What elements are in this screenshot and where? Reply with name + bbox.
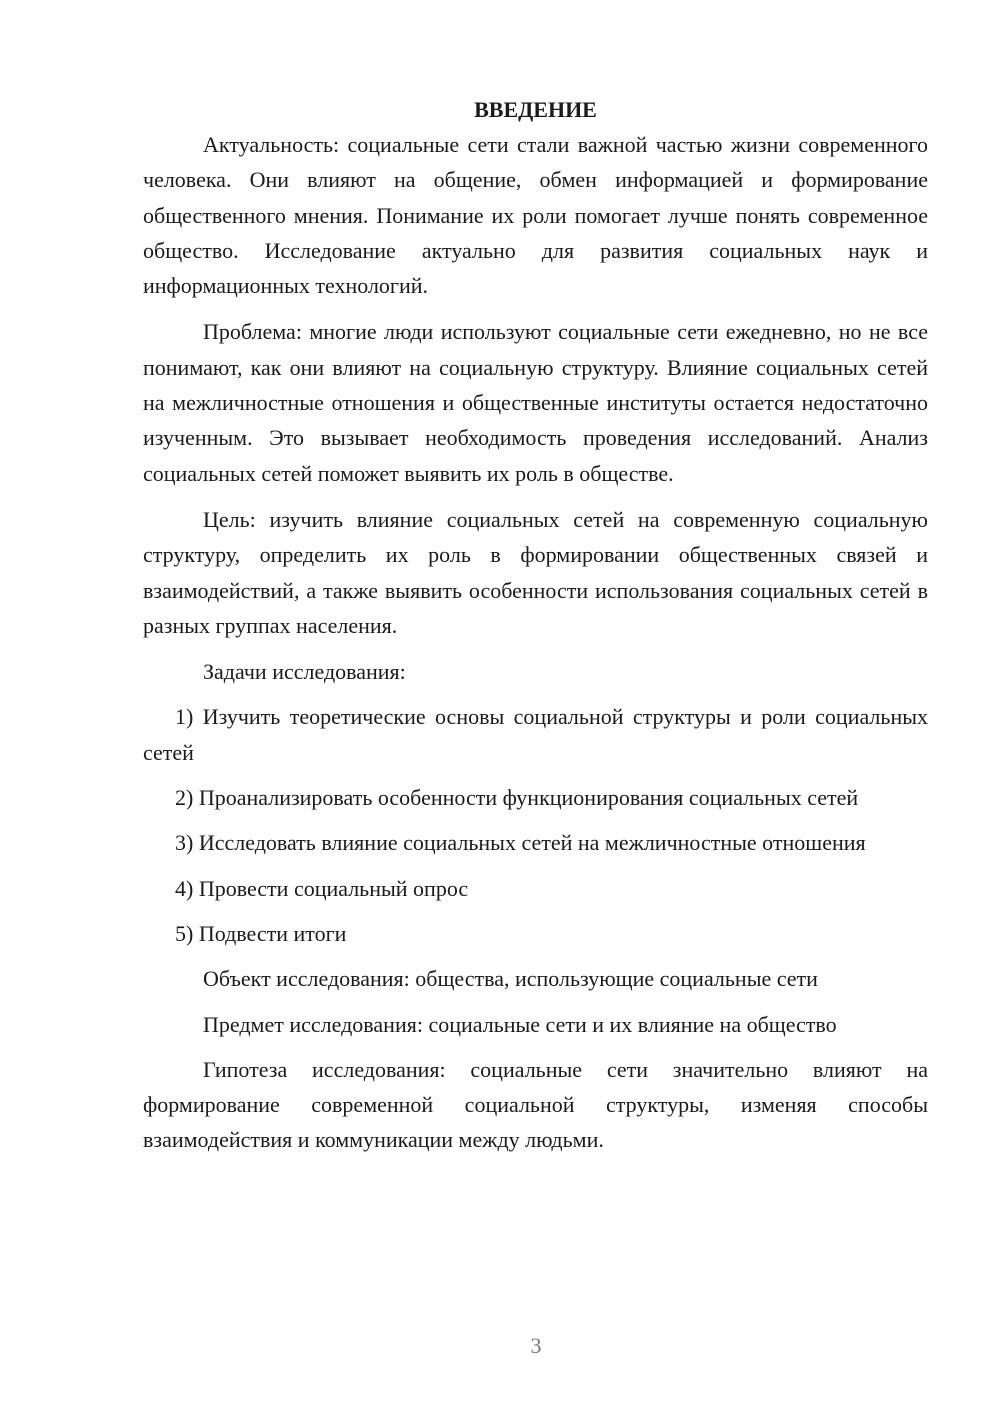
section-title: ВВЕДЕНИЕ bbox=[474, 97, 597, 122]
hypothesis-paragraph: Гипотеза исследования: социальные сети значительно влияют на формирование современной социальной структуры, изменяя способы взаимодействия и коммуникации между людьми. bbox=[143, 1056, 928, 1153]
task-item: 5) Подвести итоги bbox=[175, 920, 347, 946]
research-object: Объект исследования: общества, использующие социальные сети bbox=[203, 966, 818, 992]
problem-paragraph: Проблема: многие люди используют социальные сети ежедневно, но не все понимают, как они влияют на социальную структуру. Влияние социальных сетей на межличностные отношения и общественные институты остается недостаточно изученным. Это вызывает необходимость проведения исследований. Анализ социальных сетей поможет выявить их роль в обществе. bbox=[143, 319, 928, 486]
relevance-paragraph: Актуальность: социальные сети стали важной частью жизни современного человека. Они влияют на общение, обмен информацией и формирование общественного мнения. Понимание их роли помогает лучше понять современное общество. Исследование актуально для развития социальных наук и информационных технологий. bbox=[143, 132, 928, 299]
tasks-heading: Задачи исследования: bbox=[203, 659, 406, 685]
task-item: 1) Изучить теоретические основы социальной структуры и роли социальных сетей bbox=[143, 704, 928, 765]
goal-paragraph: Цель: изучить влияние социальных сетей на современную социальную структуру, определить их роль в формировании общественных связей и взаимодействий, а также выявить особенности использования социальных сетей в разных группах населения. bbox=[143, 506, 928, 638]
task-item: 4) Провести социальный опрос bbox=[175, 875, 469, 901]
research-subject: Предмет исследования: социальные сети и их влияние на общество bbox=[203, 1011, 837, 1037]
page-number: 3 bbox=[530, 1333, 542, 1358]
document-page bbox=[143, 92, 928, 1169]
task-item: 3) Исследовать влияние социальных сетей на межличностные отношения bbox=[175, 830, 866, 856]
task-item: 2) Проанализировать особенности функционирования социальных сетей bbox=[175, 785, 859, 811]
